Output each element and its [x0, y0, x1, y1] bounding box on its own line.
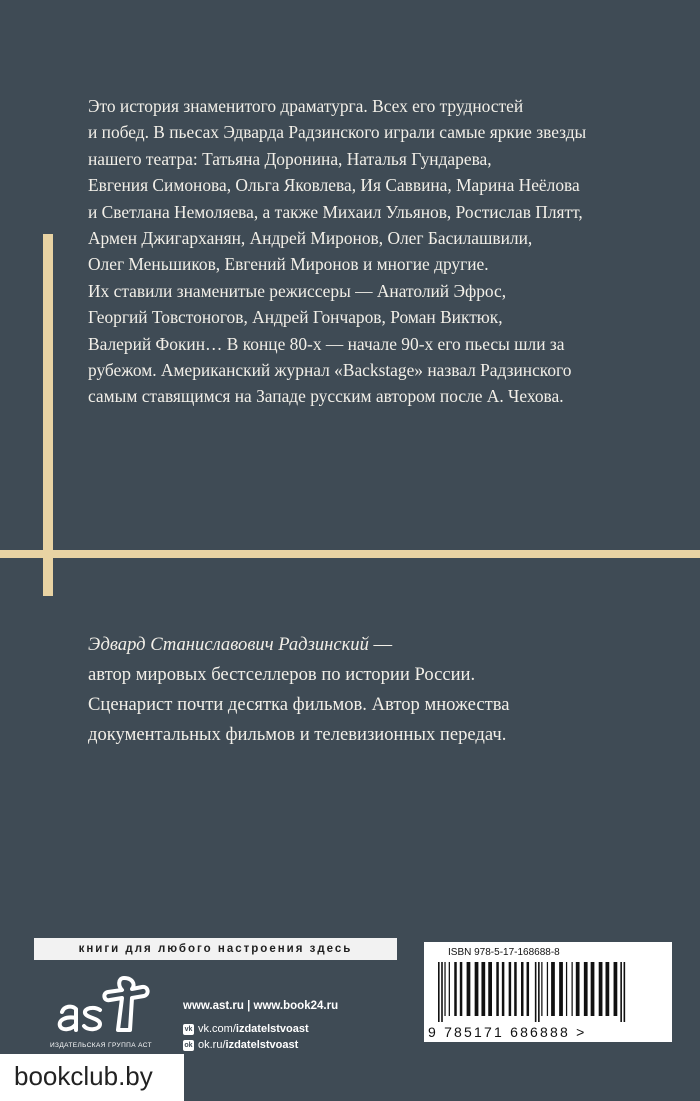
ok-link-prefix: ok.ru/ [198, 1039, 226, 1051]
blurb-line: Армен Джигарханян, Андрей Миронов, Олег Басилашвили, [88, 228, 533, 249]
blurb-line: и Светлана Немоляева, а также Михаил Ульянов, Ростислав Плятт, [88, 201, 583, 222]
author-bio [88, 630, 678, 750]
blurb-line: Валерий Фокин… В конце 80-х — начале 90-х его пьесы шли за [88, 333, 565, 354]
isbn-number: ISBN 978-5-17-168688-8 [448, 947, 560, 958]
vk-icon: vk [184, 1025, 193, 1033]
author-bio-line: автор мировых бестселлеров по истории России. [88, 664, 476, 685]
author-name-line [88, 630, 678, 660]
vertical-accent-line [43, 234, 53, 596]
blurb-line: самым ставящимся на Западе русским автором после А. Чехова. [88, 386, 564, 407]
blurb-line: Олег Меньшиков, Евгений Миронов и многие другие. [88, 254, 489, 275]
author-bio-line: документальных фильмов и телевизионных передач. [88, 724, 507, 745]
blurb-line: Евгения Симонова, Ольга Яковлева, Ия Саввина, Марина Неёлова [88, 175, 580, 196]
watermark-text: bookclub.by [14, 1061, 153, 1091]
ok-link-handle: izdatelstvoast [225, 1039, 299, 1051]
blurb-line: Это история знаменитого драматурга. Всех его трудностей [88, 96, 524, 116]
author-name-dash: — [368, 634, 393, 655]
author-name: Эдвард Станиславович Радзинский [88, 634, 369, 655]
barcode-bars-icon [436, 962, 660, 1022]
watermark [0, 1054, 184, 1101]
publisher-logo [42, 972, 160, 1052]
vk-link-prefix: vk.com/ [198, 1023, 236, 1035]
barcode-digits: 9 785171 686888 > [428, 1024, 587, 1040]
website-links[interactable]: www.ast.ru | www.book24.ru [183, 1000, 339, 1012]
ast-logo-icon [52, 972, 150, 1040]
isbn-barcode [424, 942, 672, 1042]
vk-link[interactable] [183, 1021, 338, 1037]
publisher-links [183, 1000, 338, 1053]
slogan-banner: книги для любого настроения здесь [34, 938, 397, 960]
blurb-line: рубежом. Американский журнал «Backstage» назвал Радзинского [88, 360, 572, 381]
publisher-name: ИЗДАТЕЛЬСКАЯ ГРУППА АСТ [49, 1042, 152, 1049]
blurb-line: нашего театра: Татьяна Доронина, Наталья Гундарева, [88, 148, 492, 169]
blurb-line: и побед. В пьесах Эдварда Радзинского играли самые яркие звезды [88, 122, 587, 143]
blurb-line: Георгий Товстоногов, Андрей Гончаров, Роман Виктюк, [88, 307, 503, 328]
book-blurb [88, 93, 678, 410]
author-bio-line: Сценарист почти десятка фильмов. Автор множества [88, 694, 510, 715]
blurb-line: Их ставили знаменитые режиссеры — Анатолий Эфрос, [88, 280, 507, 301]
horizontal-accent-line [0, 550, 700, 558]
vk-link-handle: izdatelstvoast [235, 1023, 309, 1035]
social-links [183, 1021, 338, 1053]
ok-link[interactable] [183, 1037, 338, 1053]
ok-icon: ok [184, 1041, 193, 1049]
